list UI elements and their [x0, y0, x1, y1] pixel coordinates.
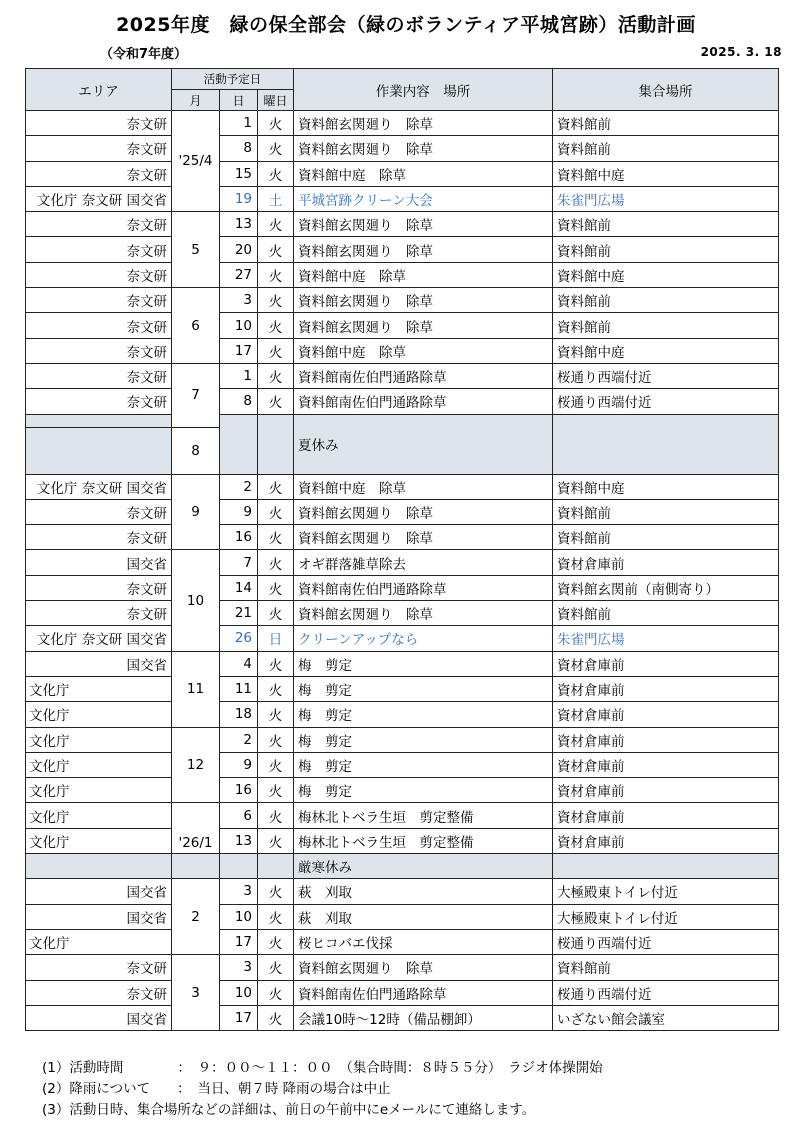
- table-row: [26, 651, 779, 676]
- area-cell: 文化庁 奈文研 国交省: [26, 474, 172, 499]
- area-cell: 国交省: [26, 1005, 172, 1030]
- place-cell: 資料館玄関前（南側寄り）: [553, 575, 779, 600]
- task-cell: 資料館玄関廻り 除草: [294, 313, 553, 338]
- table-row: [26, 929, 779, 954]
- place-cell: 資材倉庫前: [553, 828, 779, 853]
- day-cell: [220, 854, 258, 879]
- day-cell: 2: [220, 474, 258, 499]
- day-cell: 3: [220, 879, 258, 904]
- area-cell: 奈文研: [26, 212, 172, 237]
- area-cell: 文化庁: [26, 727, 172, 752]
- dow-cell: 火: [258, 363, 294, 388]
- dow-cell: 火: [258, 313, 294, 338]
- dow-cell: 火: [258, 727, 294, 752]
- place-cell: 資料館前: [553, 288, 779, 313]
- task-cell: 梅 剪定: [294, 651, 553, 676]
- month-cell: 5: [172, 212, 220, 288]
- month-cell: '26/1: [172, 803, 220, 854]
- place-cell: 資材倉庫前: [553, 727, 779, 752]
- area-cell: 国交省: [26, 651, 172, 676]
- task-cell: 平城宮跡クリーン大会: [294, 186, 553, 211]
- place-cell: 資材倉庫前: [553, 778, 779, 803]
- area-cell: 国交省: [26, 904, 172, 929]
- table-row: [26, 778, 779, 803]
- task-cell: 萩 刈取: [294, 904, 553, 929]
- area-cell: 文化庁: [26, 778, 172, 803]
- day-cell: 21: [220, 601, 258, 626]
- day-cell: 1: [220, 363, 258, 388]
- day-cell: 10: [220, 980, 258, 1005]
- day-cell: 13: [220, 212, 258, 237]
- area-cell: 奈文研: [26, 955, 172, 980]
- task-cell: 資料館玄関廻り 除草: [294, 955, 553, 980]
- table-row: [26, 803, 779, 828]
- place-cell: 桜通り西端付近: [553, 980, 779, 1005]
- note-rain: (2）降雨について ： 当日、朝７時 降雨の場合は中止: [42, 1081, 391, 1097]
- task-cell: 梅 剪定: [294, 702, 553, 727]
- day-cell: 2: [220, 727, 258, 752]
- table-row: [26, 727, 779, 752]
- page-title: 2025年度 緑の保全部会（緑のボランティア平城宮跡）活動計画: [116, 14, 696, 36]
- area-cell: 奈文研: [26, 237, 172, 262]
- day-cell: 6: [220, 803, 258, 828]
- month-cell: 8: [172, 427, 220, 474]
- area-cell: [26, 427, 172, 474]
- area-cell: 文化庁: [26, 702, 172, 727]
- area-cell: 国交省: [26, 550, 172, 575]
- day-cell: 8: [220, 136, 258, 161]
- area-cell: 奈文研: [26, 111, 172, 136]
- place-cell: 大極殿東トイレ付近: [553, 904, 779, 929]
- table-row: [26, 338, 779, 363]
- header-task: 作業内容 場所: [294, 69, 553, 111]
- area-cell: 奈文研: [26, 338, 172, 363]
- day-cell: 16: [220, 525, 258, 550]
- table-row: [26, 955, 779, 980]
- task-cell: 資料館南佐伯門通路除草: [294, 980, 553, 1005]
- table-row: [26, 980, 779, 1005]
- dow-cell: 火: [258, 752, 294, 777]
- dow-cell: [258, 414, 294, 474]
- table-row: [26, 752, 779, 777]
- header-day: 日: [220, 90, 258, 111]
- place-cell: 資料館前: [553, 313, 779, 338]
- area-cell: 文化庁: [26, 752, 172, 777]
- table-row: [26, 828, 779, 853]
- area-cell: 国交省: [26, 879, 172, 904]
- area-cell: 文化庁 奈文研 国交省: [26, 626, 172, 651]
- table-row: [26, 525, 779, 550]
- day-cell: 18: [220, 702, 258, 727]
- dow-cell: 火: [258, 828, 294, 853]
- table-row: [26, 414, 779, 427]
- dow-cell: 火: [258, 389, 294, 414]
- table-row: [26, 676, 779, 701]
- task-cell: クリーンアップなら: [294, 626, 553, 651]
- day-cell: 11: [220, 676, 258, 701]
- area-cell: 奈文研: [26, 499, 172, 524]
- place-cell: 資料館前: [553, 601, 779, 626]
- page-subtitle: （令和7年度）: [100, 47, 188, 62]
- dow-cell: 火: [258, 262, 294, 287]
- area-cell: 文化庁: [26, 828, 172, 853]
- place-cell: 桜通り西端付近: [553, 389, 779, 414]
- area-cell: 奈文研: [26, 313, 172, 338]
- dow-cell: 火: [258, 499, 294, 524]
- schedule-table: [25, 68, 779, 1031]
- document-date: 2025. 3. 18: [700, 45, 782, 59]
- day-cell: 17: [220, 929, 258, 954]
- task-cell: オギ群落雑草除去: [294, 550, 553, 575]
- dow-cell: 火: [258, 288, 294, 313]
- table-row: [26, 389, 779, 414]
- place-cell: いざない館会議室: [553, 1005, 779, 1030]
- dow-cell: 火: [258, 161, 294, 186]
- place-cell: 朱雀門広場: [553, 626, 779, 651]
- place-cell: 資料館中庭: [553, 161, 779, 186]
- dow-cell: 火: [258, 929, 294, 954]
- dow-cell: 火: [258, 651, 294, 676]
- area-cell: 奈文研: [26, 262, 172, 287]
- day-cell: 1: [220, 111, 258, 136]
- day-cell: 26: [220, 626, 258, 651]
- day-cell: 27: [220, 262, 258, 287]
- place-cell: 資料館中庭: [553, 474, 779, 499]
- task-cell: 夏休み: [294, 414, 553, 474]
- day-cell: 8: [220, 389, 258, 414]
- dow-cell: 火: [258, 879, 294, 904]
- table-row: [26, 904, 779, 929]
- dow-cell: 火: [258, 575, 294, 600]
- dow-cell: 火: [258, 111, 294, 136]
- day-cell: 10: [220, 904, 258, 929]
- table-row: [26, 601, 779, 626]
- month-cell: [172, 854, 220, 879]
- area-cell: [26, 414, 172, 427]
- place-cell: 資料館中庭: [553, 338, 779, 363]
- area-cell: 奈文研: [26, 575, 172, 600]
- table-row: [26, 1005, 779, 1030]
- task-cell: 資料館中庭 除草: [294, 262, 553, 287]
- dow-cell: 日: [258, 626, 294, 651]
- month-cell: 3: [172, 955, 220, 1031]
- dow-cell: 火: [258, 676, 294, 701]
- day-cell: 14: [220, 575, 258, 600]
- task-cell: 資料館玄関廻り 除草: [294, 525, 553, 550]
- task-cell: 梅 剪定: [294, 752, 553, 777]
- table-row: [26, 550, 779, 575]
- header-schedule: 活動予定日: [172, 69, 294, 90]
- task-cell: 資料館南佐伯門通路除草: [294, 363, 553, 388]
- task-cell: 厳寒休み: [294, 854, 553, 879]
- month-cell: '25/4: [172, 111, 220, 212]
- notes: [42, 1058, 603, 1121]
- place-cell: 資材倉庫前: [553, 702, 779, 727]
- place-cell: 資材倉庫前: [553, 803, 779, 828]
- dow-cell: 火: [258, 778, 294, 803]
- place-cell: [553, 854, 779, 879]
- place-cell: 資料館前: [553, 111, 779, 136]
- table-row: [26, 313, 779, 338]
- place-cell: 資料館前: [553, 525, 779, 550]
- place-cell: 資料館前: [553, 212, 779, 237]
- table-row: [26, 626, 779, 651]
- area-cell: 奈文研: [26, 363, 172, 388]
- task-cell: 資料館玄関廻り 除草: [294, 601, 553, 626]
- area-cell: [26, 854, 172, 879]
- task-cell: 資料館南佐伯門通路除草: [294, 575, 553, 600]
- table-row: [26, 474, 779, 499]
- task-cell: 梅 剪定: [294, 778, 553, 803]
- dow-cell: 火: [258, 338, 294, 363]
- dow-cell: 火: [258, 702, 294, 727]
- dow-cell: 土: [258, 186, 294, 211]
- task-cell: 資料館中庭 除草: [294, 338, 553, 363]
- month-cell: 10: [172, 550, 220, 651]
- place-cell: 資料館前: [553, 136, 779, 161]
- month-cell: 11: [172, 651, 220, 727]
- day-cell: [220, 414, 258, 474]
- task-cell: 資料館南佐伯門通路除草: [294, 389, 553, 414]
- table-row: [26, 499, 779, 524]
- table-row: [26, 854, 779, 879]
- task-cell: 資料館玄関廻り 除草: [294, 288, 553, 313]
- task-cell: 梅 剪定: [294, 727, 553, 752]
- note-activity-time: (1）活動時間 ： ９：００～１１：００ （集合時間：８時５５分） ラジオ体操開始: [42, 1060, 603, 1076]
- table-row: [26, 262, 779, 287]
- day-cell: 3: [220, 288, 258, 313]
- dow-cell: 火: [258, 601, 294, 626]
- task-cell: 資料館玄関廻り 除草: [294, 136, 553, 161]
- table-row: [26, 575, 779, 600]
- month-cell: 6: [172, 288, 220, 364]
- area-cell: 奈文研: [26, 980, 172, 1005]
- month-cell: 9: [172, 474, 220, 550]
- place-cell: 資材倉庫前: [553, 676, 779, 701]
- task-cell: 会議10時～12時（備品棚卸）: [294, 1005, 553, 1030]
- area-cell: 奈文研: [26, 389, 172, 414]
- dow-cell: 火: [258, 474, 294, 499]
- header-dow: 曜日: [258, 90, 294, 111]
- area-cell: 文化庁: [26, 929, 172, 954]
- task-cell: 梅林北トベラ生垣 剪定整備: [294, 828, 553, 853]
- day-cell: 4: [220, 651, 258, 676]
- month-cell: 12: [172, 727, 220, 803]
- header-area: エリア: [26, 69, 172, 111]
- day-cell: 19: [220, 186, 258, 211]
- table-row: [26, 111, 779, 136]
- area-cell: 奈文研: [26, 288, 172, 313]
- dow-cell: 火: [258, 136, 294, 161]
- day-cell: 20: [220, 237, 258, 262]
- day-cell: 9: [220, 499, 258, 524]
- table-row: [26, 212, 779, 237]
- table-row: [26, 186, 779, 211]
- day-cell: 10: [220, 313, 258, 338]
- header-place: 集合場所: [553, 69, 779, 111]
- day-cell: 9: [220, 752, 258, 777]
- area-cell: 文化庁 奈文研 国交省: [26, 186, 172, 211]
- place-cell: 桜通り西端付近: [553, 363, 779, 388]
- dow-cell: 火: [258, 550, 294, 575]
- table-row: [26, 879, 779, 904]
- area-cell: 奈文研: [26, 136, 172, 161]
- place-cell: 資料館前: [553, 955, 779, 980]
- dow-cell: 火: [258, 980, 294, 1005]
- area-cell: 奈文研: [26, 525, 172, 550]
- place-cell: 資料館中庭: [553, 262, 779, 287]
- task-cell: 梅 剪定: [294, 676, 553, 701]
- table-row: [26, 288, 779, 313]
- table-row: [26, 702, 779, 727]
- task-cell: 資料館玄関廻り 除草: [294, 111, 553, 136]
- dow-cell: [258, 854, 294, 879]
- task-cell: 梅林北トベラ生垣 剪定整備: [294, 803, 553, 828]
- area-cell: 文化庁: [26, 803, 172, 828]
- table-row: [26, 136, 779, 161]
- day-cell: 7: [220, 550, 258, 575]
- place-cell: 資材倉庫前: [553, 550, 779, 575]
- dow-cell: 火: [258, 212, 294, 237]
- table-row: [26, 161, 779, 186]
- dow-cell: 火: [258, 803, 294, 828]
- day-cell: 3: [220, 955, 258, 980]
- place-cell: 大極殿東トイレ付近: [553, 879, 779, 904]
- day-cell: 13: [220, 828, 258, 853]
- dow-cell: 火: [258, 1005, 294, 1030]
- month-cell: 7: [172, 363, 220, 427]
- area-cell: 奈文研: [26, 601, 172, 626]
- task-cell: 資料館玄関廻り 除草: [294, 237, 553, 262]
- place-cell: 朱雀門広場: [553, 186, 779, 211]
- task-cell: 資料館玄関廻り 除草: [294, 499, 553, 524]
- dow-cell: 火: [258, 525, 294, 550]
- task-cell: 資料館中庭 除草: [294, 161, 553, 186]
- day-cell: 16: [220, 778, 258, 803]
- day-cell: 17: [220, 338, 258, 363]
- table-row: [26, 237, 779, 262]
- task-cell: 桜ヒコバエ伐採: [294, 929, 553, 954]
- task-cell: 資料館中庭 除草: [294, 474, 553, 499]
- day-cell: 17: [220, 1005, 258, 1030]
- note-contact: (3）活動日時、集合場所などの詳細は、前日の午前中にeメールにて連絡します。: [42, 1102, 536, 1118]
- table-row: [26, 363, 779, 388]
- place-cell: 資料館前: [553, 237, 779, 262]
- place-cell: 資料館前: [553, 499, 779, 524]
- task-cell: 資料館玄関廻り 除草: [294, 212, 553, 237]
- day-cell: 15: [220, 161, 258, 186]
- task-cell: 萩 刈取: [294, 879, 553, 904]
- place-cell: [553, 414, 779, 474]
- dow-cell: 火: [258, 955, 294, 980]
- month-cell: 2: [172, 879, 220, 955]
- dow-cell: 火: [258, 237, 294, 262]
- dow-cell: 火: [258, 904, 294, 929]
- area-cell: 奈文研: [26, 161, 172, 186]
- place-cell: 資材倉庫前: [553, 651, 779, 676]
- area-cell: 文化庁: [26, 676, 172, 701]
- place-cell: 資材倉庫前: [553, 752, 779, 777]
- header-month: 月: [172, 90, 220, 111]
- place-cell: 桜通り西端付近: [553, 929, 779, 954]
